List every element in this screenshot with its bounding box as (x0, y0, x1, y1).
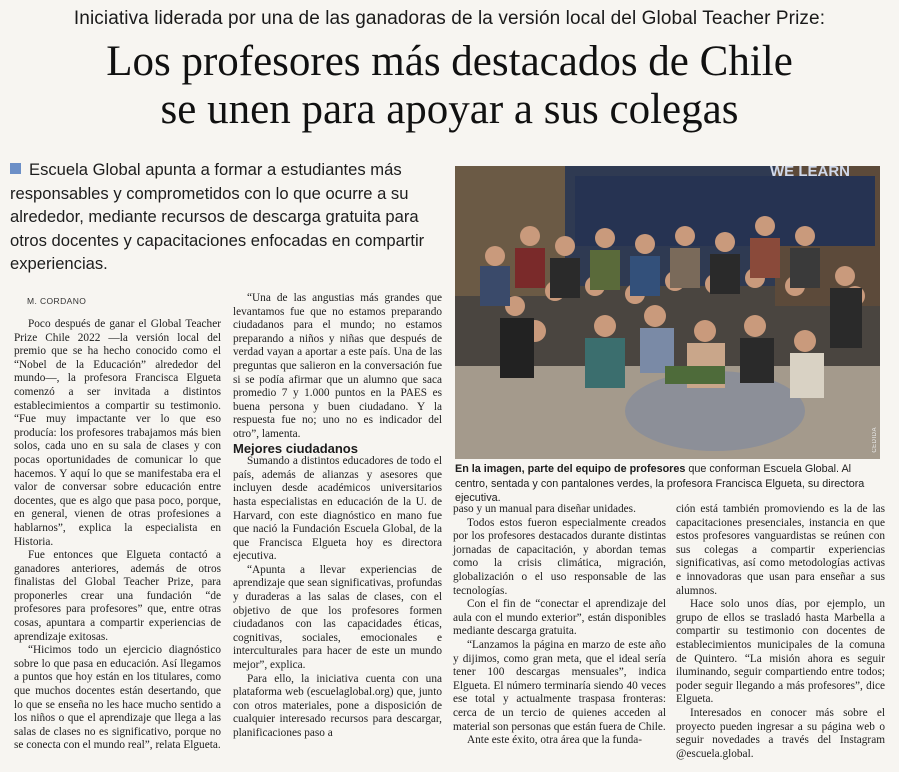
lead-paragraph (10, 158, 446, 276)
paragraph: Interesados en conocer más sobre el proyecto pueden ingresar a su página web o seguir novedades a través del Instagram @escuela.global. (676, 706, 885, 760)
body-column-3 (453, 503, 666, 748)
paragraph: Poco después de ganar el Global Teacher Prize Chile 2022 —la versión local del premio que se ha hecho conocido como el “Nobel de la Educación” alrededor del mundo—, la profesora Francisca Elgueta comenzó a ser invitada a distintos establecimientos a compartir su testimonio. “Fue muy impactante ver lo que eso producía: los profesores trabajamos más bien solos, cada uno en su sala de clases y con pocas oportunidades de comunicar lo que hacemos. Y aquí lo que se manifestaba era el valor de conversar sobre educación entre docentes, que es algo que pasa poco, porque, en general, vienen de otras profesiones a hablarnos”, explica la especialista en Historia. (14, 318, 221, 548)
paragraph: Para ello, la iniciativa cuenta con una plataforma web (escuelaglobal.org) que, junto con otros materiales, pone a disposición de cualquier interesado recursos para descargar, planificaciones paso a (233, 672, 442, 739)
bullet-square-icon (10, 163, 21, 174)
subhead: Mejores ciudadanos (233, 440, 358, 456)
paragraph: Sumando a distintos educadores de todo el país, además de alianzas y asesores que incluyen desde académicos universitarios hasta especialistas en educación de la U. de Harvard, con este diagnóstico en mano fue que nació la Fundación Escuela Global, de la que Francisca Elgueta hoy es directora ejecutiva. (233, 455, 442, 563)
kicker: Iniciativa liderada por una de las ganadoras de la versión local del Global Teacher Prize: (73, 8, 826, 29)
paragraph: “Hicimos todo un ejercicio diagnóstico sobre lo que pasa en educación. Así llegamos a puntos que hoy están en los titulares, como que muchos docentes están desertando, que lo que se enseña no les hace mucho sentido a los niños o que el aprendizaje que llega a las salas de clases no es significativo, porque no se conecta con el mundo real”, relata Elgueta. (14, 644, 221, 752)
caption-text: que conforman Escuela Global. Al centro, sentada y con pantalones verdes, la profesora Francisca Elgueta, su directora ejecutiva. (455, 463, 865, 504)
group-photo-illustration (455, 166, 880, 459)
headline (0, 38, 899, 134)
body-column-2 (233, 292, 442, 741)
headline-line-2: se unen para apoyar a sus colegas (160, 86, 739, 133)
caption-bold: En la imagen, parte del equipo de profesores (455, 463, 686, 475)
body-column-1 (14, 318, 221, 753)
paragraph: “Apunta a llevar experiencias de aprendizaje que sean significativas, profundas y duraderas a las salas de clases, con el objetivo de que los profesores formen ciudadanos con las capacidades éticas, cognitivas, sociales, emocionales e interculturales para hacer de este un mundo mejor”, explica. (233, 563, 442, 672)
lead-text: Escuela Global apunta a formar a estudiantes más responsables y comprometidos con lo que ocurre a su alrededor, mediante recursos de descarga gratuita para otros docentes y capacitaciones enfocadas en compartir experiencias. (10, 160, 425, 273)
paragraph: Fue entonces que Elgueta contactó a ganadores anteriores, además de otros finalistas del Global Teacher Prize, para proponerles crear una fundación “de profesores para profesores” que, entre otras cosas, apuntara a compartir experiencias de aprendizaje exitosas. (14, 549, 221, 643)
headline-line-1: Los profesores más destacados de Chile (106, 38, 793, 85)
paragraph: ción está también promoviendo es la de las capacitaciones presenciales, instancia en que estos profesores vanguardistas se reúnen con sus colegas a compartir experiencias significativas, así como metodologías activas e innovadoras que usan para enseñar a sus alumnos. (676, 503, 885, 597)
group-photo (455, 166, 880, 459)
photo-caption (455, 462, 885, 506)
paragraph: Ante este éxito, otra área que la funda- (467, 734, 643, 747)
paragraph: “Una de las angustias más grandes que levantamos fue que no estamos preparando ciudadanos para el mundo; no estamos preparando a niños y niñas que después de verdad vayan a aportar a este país. Una de las preguntas que salieron en la conversación fue si se podía afirmar que un alumno que saca promedio 7 y 1.000 puntos en la PAES es buena persona y buen ciudadano. Y la respuesta fue no; uno no es indicador del otro”, lamenta. (233, 292, 442, 440)
body-column-4 (676, 503, 885, 761)
byline: M. CORDANO (27, 296, 87, 306)
paragraph: “Lanzamos la página en marzo de este año y dijimos, como gran meta, que el ideal sería tener 100 descargas mensuales”, indica Elgueta. El número terminaría siendo 40 veces ese total y actualmente traspasa fronteras: cerca de un tercio de quienes acceden al material son personas que están fuera de Chile. (453, 638, 666, 733)
paragraph: Con el fin de “conectar el aprendizaje del aula con el mundo exterior”, están disponibles mediante descarga gratuita. (453, 598, 666, 638)
banner-text: WE LEARN (770, 166, 850, 180)
photo-credit: CEDIDA (872, 427, 878, 453)
paragraph: Hace solo unos días, por ejemplo, un grupo de ellos se trasladó hasta Marbella a compartir su testimonio con docentes de establecimientos municipales de la comuna de Quintero. “La misión ahora es seguir iluminando, seguir compartiendo entre todos; poder seguir llegando a más profesores”, dice Elgueta. (676, 598, 885, 706)
paragraph: paso y un manual para diseñar unidades. (453, 503, 636, 515)
paragraph: Todos estos fueron especialmente creados por los profesores destacados durante distintas jornadas de capacitación, y abordan temas como la crisis climática, migración, globalización o el uso responsable de las tecnologías. (453, 516, 666, 597)
